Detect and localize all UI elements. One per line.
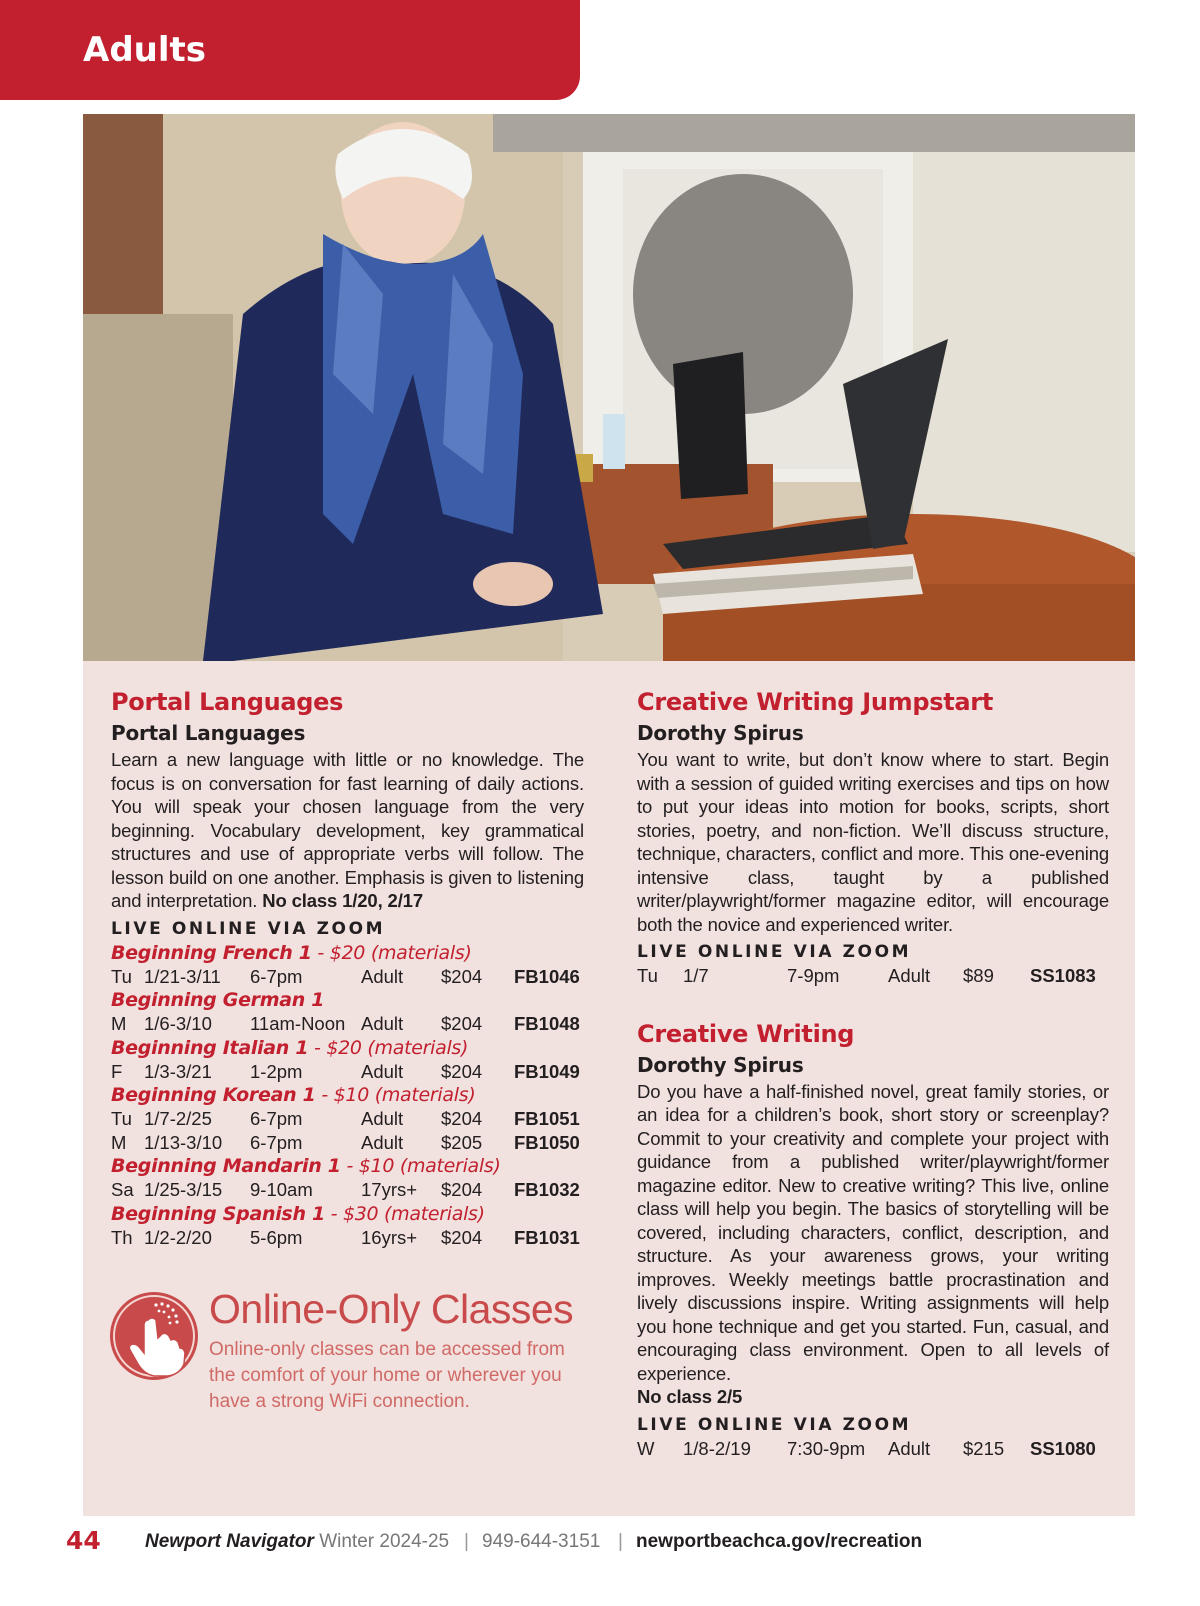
price: $204 [441, 1179, 483, 1200]
course-title [111, 1083, 584, 1107]
age-group: Adult [888, 1437, 931, 1459]
dates: 1/3-3/21 [144, 1060, 212, 1082]
instructor-name: Dorothy Spirus [637, 721, 804, 745]
feature-photo [83, 114, 1135, 661]
publication-name: Newport Navigator [145, 1531, 314, 1552]
course-code: FB1046 [514, 965, 580, 987]
course-code: FB1050 [514, 1131, 580, 1153]
age-group: Adult [361, 1131, 404, 1153]
price: $204 [441, 1060, 483, 1082]
price: $215 [963, 1437, 1005, 1459]
course-description [111, 748, 584, 913]
footer-url[interactable]: newportbeachca.gov/recreation [636, 1531, 923, 1552]
day: M [111, 1013, 127, 1034]
course-name: Beginning Mandarin 1 [111, 1155, 341, 1177]
materials-fee: - $30 (materials) [324, 1202, 485, 1225]
course-code: FB1048 [514, 1013, 580, 1034]
day: Th [111, 1226, 133, 1248]
time: 9-10am [250, 1179, 313, 1200]
section-tab [0, 0, 580, 100]
price: $204 [441, 1013, 483, 1034]
schedule-row [637, 964, 1109, 988]
woman-with-laptop-photo [83, 114, 1135, 661]
delivery-label: LIVE ONLINE VIA ZOOM [637, 1414, 912, 1435]
schedule-row [111, 1178, 584, 1202]
dates: 1/6-3/10 [144, 1013, 212, 1034]
dates: 1/8-2/19 [683, 1437, 751, 1459]
description-text: Learn a new language with little or no knowledge. The focus is on conversation for fast learning of daily actions. You will speak your chosen language from the very beginning. Vocabulary development, key grammatical structures and use of appropriate verbs will follow. The lesson build on one another. Emphasis is given to listening and interpretation. [111, 749, 584, 911]
schedule-row [111, 1060, 584, 1084]
no-class-note: No class 1/20, 2/17 [262, 890, 423, 911]
age-group: Adult [361, 1108, 404, 1129]
price: $204 [441, 1226, 483, 1248]
price: $89 [963, 965, 994, 986]
age-group: Adult [361, 965, 404, 987]
creative-writing-section [637, 1018, 1109, 1461]
dates: 1/7-2/25 [144, 1108, 212, 1129]
day: Tu [111, 1108, 132, 1129]
course-description: Do you have a half-finished novel, great family stories, or an idea for a children’s book, short story or screenplay? Commit to your creativity and complete your project with guidance from a published writer/playwright/former magazine editor. New to creative writing? This live, online class will help you begin. The basics of storytelling will be covered, including characters, conflict, description, and structure. As your awareness grows, your writing improves. Weekly meetings battle procrastination and lively discussions inspire. Writing assignments will help you hone technique and get you started. Fun, casual, and encouraging class environment. Open to all levels of experience. [637, 1080, 1109, 1384]
course-list [111, 941, 584, 1250]
course-name: Beginning Italian 1 [111, 1036, 309, 1059]
schedule-row [111, 1107, 584, 1131]
time: 7:30-9pm [787, 1437, 866, 1459]
course-code: SS1080 [1030, 1437, 1096, 1459]
course-title [111, 941, 584, 965]
materials-fee: - $20 (materials) [311, 941, 472, 964]
dates: 1/7 [683, 965, 709, 986]
time: 6-7pm [250, 965, 303, 987]
course-name: Beginning German 1 [111, 989, 325, 1011]
time: 11am-Noon [250, 1013, 346, 1034]
day: Tu [637, 965, 658, 986]
promo-title: Online-Only Classes [209, 1286, 574, 1332]
day: M [111, 1131, 127, 1153]
price: $204 [441, 965, 483, 987]
time: 6-7pm [250, 1108, 303, 1129]
course-title [111, 988, 584, 1012]
day: Sa [111, 1179, 134, 1200]
dates: 1/2-2/20 [144, 1226, 212, 1248]
age-group: Adult [361, 1013, 404, 1034]
dates: 1/25-3/15 [144, 1179, 223, 1200]
schedule-row [637, 1437, 1109, 1461]
day: F [111, 1060, 123, 1082]
course-code: FB1051 [514, 1108, 580, 1129]
time: 7-9pm [787, 965, 840, 986]
section-heading-portal-languages: Portal Languages [111, 688, 344, 716]
course-code: FB1049 [514, 1060, 580, 1082]
schedule-row [111, 1226, 584, 1250]
promo-text: Online-only classes can be accessed from the comfort of your home or wherever you have a strong WiFi connection. [209, 1339, 565, 1412]
delivery-label: LIVE ONLINE VIA ZOOM [111, 918, 386, 939]
no-class-note: No class 2/5 [637, 1386, 743, 1407]
dates: 1/13-3/10 [144, 1131, 223, 1153]
time: 5-6pm [250, 1226, 303, 1248]
page-footer [66, 1528, 1166, 1564]
portal-languages-section [111, 686, 584, 1249]
course-code: FB1031 [514, 1226, 580, 1248]
instructor-name: Dorothy Spirus [637, 1052, 804, 1077]
materials-fee: - $10 (materials) [340, 1155, 501, 1177]
section-title: Adults [83, 30, 207, 70]
footer-phone: 949-644-3151 [482, 1531, 601, 1552]
online-only-promo [108, 1286, 588, 1420]
publication-line [145, 1531, 449, 1553]
section-heading-jumpstart: Creative Writing Jumpstart [637, 688, 993, 716]
day: W [637, 1437, 655, 1459]
course-name: Beginning French 1 [111, 941, 312, 964]
dates: 1/21-3/11 [144, 965, 221, 987]
course-code: FB1032 [514, 1179, 580, 1200]
course-description: You want to write, but don’t know where to start. Begin with a session of guided writing exercises and tips on how to put your ideas into motion for books, scripts, short stories, poetry, and non-fiction. We’ll discuss structure, technique, characters, conflict and more. This one-evening intensive class, taught by a published writer/playwright/former magazine editor, will encourage both the novice and experienced writer. [637, 749, 1109, 935]
delivery-label: LIVE ONLINE VIA ZOOM [637, 942, 912, 962]
materials-fee: - $20 (materials) [308, 1036, 469, 1059]
day: Tu [111, 965, 132, 987]
price: $205 [441, 1131, 483, 1153]
footer-separator: | [464, 1531, 469, 1552]
course-title [111, 1154, 584, 1178]
section-heading-creative-writing: Creative Writing [637, 1019, 855, 1048]
age-group: Adult [888, 965, 931, 986]
course-name: Beginning Korean 1 [111, 1084, 316, 1106]
provider-name: Portal Languages [111, 721, 306, 745]
time: 1-2pm [250, 1060, 303, 1082]
course-name: Beginning Spanish 1 [111, 1202, 325, 1225]
schedule-row [111, 1131, 584, 1155]
schedule-row [111, 1012, 584, 1036]
page-number: 44 [66, 1526, 101, 1555]
time: 6-7pm [250, 1131, 303, 1153]
price: $204 [441, 1108, 483, 1129]
footer-separator: | [618, 1531, 623, 1552]
materials-fee: - $10 (materials) [315, 1084, 476, 1106]
publication-season: Winter 2024-25 [313, 1531, 450, 1552]
course-title [111, 1202, 584, 1226]
hand-touch-icon [108, 1290, 200, 1382]
course-code: SS1083 [1030, 965, 1096, 986]
schedule-row [111, 965, 584, 989]
creative-writing-column [637, 686, 1109, 1460]
course-title [111, 1036, 584, 1060]
age-group: 16yrs+ [361, 1226, 418, 1248]
age-group: 17yrs+ [361, 1179, 418, 1200]
age-group: Adult [361, 1060, 404, 1082]
jumpstart-section [637, 686, 1109, 988]
